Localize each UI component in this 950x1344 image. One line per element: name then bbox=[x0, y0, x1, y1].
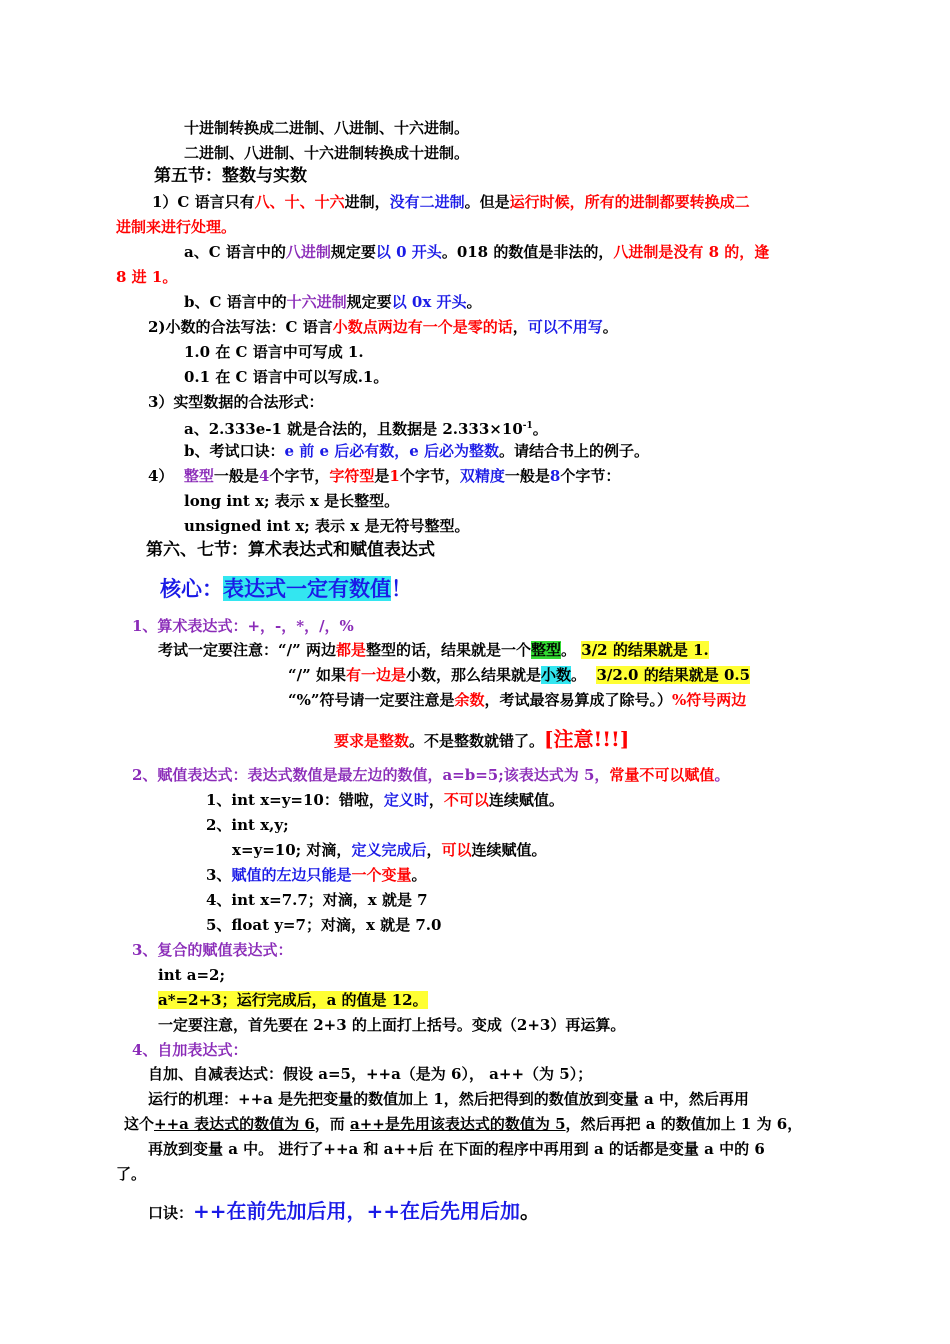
text: 这个 bbox=[124, 1115, 155, 1133]
text: a++是先用该表达式的数值为 5 bbox=[350, 1115, 566, 1133]
text: 规定要 bbox=[330, 243, 376, 261]
line-0-1: 0.1 在 C 语言中可以写成.1。 bbox=[184, 368, 389, 386]
text: [注意!!!] bbox=[544, 727, 630, 751]
text: 1 bbox=[389, 467, 400, 485]
text: ， bbox=[426, 841, 442, 859]
text: 定义时 bbox=[383, 791, 429, 809]
text: 。018 的数值是非法的， bbox=[441, 243, 614, 261]
text: 个字节， bbox=[399, 467, 460, 485]
text: 赋值的左边只能是 bbox=[231, 866, 352, 884]
text: 。 bbox=[520, 1199, 541, 1223]
text: a*=2+3；运行完成后，a 的值是 12。 bbox=[158, 991, 428, 1009]
item-arithmetic: 1、算术表达式：+，-，*，/，% bbox=[132, 617, 354, 635]
text: 口诀： bbox=[148, 1204, 194, 1222]
para-exponent bbox=[184, 416, 548, 439]
para-octal bbox=[184, 242, 769, 262]
text: 余数 bbox=[454, 691, 485, 709]
text: 以 0x 开头 bbox=[391, 293, 467, 311]
text: 一个变量 bbox=[351, 866, 412, 884]
text: 连续赋值。 bbox=[471, 841, 547, 859]
text: 小数点两边有一个是零的话 bbox=[332, 318, 513, 336]
text: 十六进制 bbox=[286, 293, 347, 311]
text: 核心： bbox=[160, 576, 223, 601]
text: ，而 bbox=[314, 1115, 350, 1133]
text: 字符型 bbox=[329, 467, 375, 485]
assign-rule-1 bbox=[206, 790, 564, 810]
core-statement bbox=[160, 574, 412, 604]
code-a-mul bbox=[158, 990, 428, 1010]
text: “%”符号请一定要注意是 bbox=[288, 691, 455, 709]
para-radix-cont: 进制来进行处理。 bbox=[116, 218, 237, 236]
text: 不可以 bbox=[443, 791, 489, 809]
text: 定义完成后 bbox=[351, 841, 427, 859]
para-decimal bbox=[148, 317, 618, 337]
line-unsigned-int: unsigned int x; 表示 x 是无符号整型。 bbox=[184, 517, 470, 535]
text: ++a 表达式的数值为 6 bbox=[154, 1115, 315, 1133]
text: 4） bbox=[148, 467, 174, 485]
text: 可以不用写 bbox=[527, 318, 603, 336]
para-parentheses: 一定要注意，首先要在 2+3 的上面打上括号。变成（2+3）再运算。 bbox=[158, 1016, 626, 1034]
text: 4 bbox=[258, 467, 270, 485]
text: 。 bbox=[561, 641, 577, 659]
text: 1）C 语言只有 bbox=[152, 193, 255, 211]
text: 运行时候，所有的进制都要转换成二 bbox=[509, 193, 750, 211]
text: 个字节： bbox=[560, 467, 621, 485]
text: 小数，那么结果就是 bbox=[405, 666, 541, 684]
text: %符号两边 bbox=[672, 691, 747, 709]
para-hex bbox=[184, 292, 482, 312]
text: 。但是 bbox=[464, 193, 510, 211]
text: 要求是整数 bbox=[334, 732, 410, 750]
text: 。 bbox=[532, 420, 548, 438]
text: 。不是整数就错了。 bbox=[409, 732, 545, 750]
text: 。 bbox=[714, 766, 730, 784]
para-exam-rhyme bbox=[184, 441, 649, 461]
para-division-decimal bbox=[288, 665, 750, 685]
text: 3/2 的结果就是 1. bbox=[581, 641, 709, 659]
text: 常量不可以赋值 bbox=[609, 766, 715, 784]
text: 8 bbox=[549, 467, 561, 485]
text: 。请结合书上的例子。 bbox=[499, 442, 650, 460]
line-decimal-to-others: 十进制转换成二进制、八进制、十六进制。 bbox=[184, 119, 470, 137]
text: 是 bbox=[374, 467, 390, 485]
text: 进制， bbox=[344, 193, 390, 211]
code-int-a: int a=2; bbox=[158, 966, 226, 984]
text: 2)小数的合法写法：C 语言 bbox=[148, 318, 333, 336]
para-sizes bbox=[148, 466, 620, 486]
text: b、考试口诀： bbox=[184, 442, 285, 460]
text: ， bbox=[428, 791, 444, 809]
text: 。 bbox=[411, 866, 427, 884]
text: 以 0 开头 bbox=[375, 243, 442, 261]
text: 小数 bbox=[541, 666, 572, 684]
assign-rule-4: 4、int x=7.7；对滴，x 就是 7 bbox=[206, 891, 428, 909]
text: 3/2.0 的结果就是 0.5 bbox=[596, 666, 751, 684]
text: 八进制是没有 8 的，逢 bbox=[613, 243, 770, 261]
text: ！ bbox=[391, 576, 412, 601]
para-octal-cont: 8 进 1。 bbox=[116, 268, 178, 286]
text: 个字节， bbox=[269, 467, 330, 485]
text: 表达式一定有数值 bbox=[223, 576, 391, 601]
text: 。 bbox=[602, 318, 618, 336]
text: 规定要 bbox=[346, 293, 392, 311]
text: ++在前先加后用，++在后先用后加 bbox=[193, 1199, 521, 1223]
text: 双精度 bbox=[459, 467, 505, 485]
text: 考试一定要注意：“/” 两边 bbox=[158, 641, 336, 659]
text: ， bbox=[512, 318, 528, 336]
section-6-7-heading: 第六、七节：算术表达式和赋值表达式 bbox=[146, 540, 435, 560]
text: 没有二进制 bbox=[389, 193, 465, 211]
item-compound-assignment: 3、复合的赋值表达式： bbox=[132, 941, 293, 959]
text: 1、int x=y=10：错啦， bbox=[206, 791, 384, 809]
text: 可以 bbox=[441, 841, 472, 859]
text: 八进制 bbox=[285, 243, 331, 261]
assign-rule-3 bbox=[206, 865, 426, 885]
text: 连续赋值。 bbox=[488, 791, 564, 809]
para-increment-mechanism: 运行的机理：++a 是先把变量的数值加上 1，然后把得到的数值放到变量 a 中，然后再用 bbox=[148, 1090, 749, 1108]
text: ，考试最容易算成了除号。） bbox=[484, 691, 673, 709]
text: e 前 e 后必有数，e 后必为整数 bbox=[284, 442, 500, 460]
item-increment: 4、自加表达式： bbox=[132, 1041, 248, 1059]
para-modulo-cont bbox=[334, 726, 629, 754]
para-real-forms: 3）实型数据的合法形式： bbox=[148, 393, 324, 411]
assign-rule-2: 2、int x,y; bbox=[206, 816, 289, 834]
text: b、C 语言中的 bbox=[184, 293, 287, 311]
text: “/” 如果 bbox=[288, 666, 346, 684]
line-others-to-decimal: 二进制、八进制、十六进制转换成十进制。 bbox=[184, 144, 470, 162]
text: 整型 bbox=[183, 467, 214, 485]
line-1-0: 1.0 在 C 语言中可写成 1. bbox=[184, 343, 364, 361]
para-radix bbox=[152, 192, 750, 212]
text: 八、十、十六 bbox=[254, 193, 345, 211]
text: a、C 语言中的 bbox=[184, 243, 286, 261]
para-increment-mechanism-4: 了。 bbox=[116, 1165, 147, 1183]
para-division bbox=[158, 640, 709, 660]
text: a、2.333e-1 就是合法的，且数据是 2.333×10 bbox=[184, 420, 523, 438]
text: 。 bbox=[571, 666, 587, 684]
text: -1 bbox=[522, 421, 533, 431]
text: 3、 bbox=[206, 866, 232, 884]
increment-rhyme bbox=[148, 1198, 540, 1226]
text: ，然后再把 a 的数值加上 1 为 6， bbox=[565, 1115, 803, 1133]
text: 整型 bbox=[531, 641, 562, 659]
item-assignment bbox=[132, 765, 729, 785]
para-increment-intro: 自加、自减表达式：假设 a=5，++a（是为 6）， a++（为 5）； bbox=[148, 1065, 593, 1083]
section-5-heading: 第五节：整数与实数 bbox=[154, 166, 307, 186]
line-long-int: long int x; 表示 x 是长整型。 bbox=[184, 492, 400, 510]
text: 有一边是 bbox=[345, 666, 406, 684]
text: x=y=10; 对滴， bbox=[232, 841, 352, 859]
text: 整型的话，结果就是一个 bbox=[365, 641, 531, 659]
text: 2、赋值表达式：表达式数值是最左边的数值，a=b=5;该表达式为 5， bbox=[132, 766, 610, 784]
assign-rule-5: 5、float y=7；对滴，x 就是 7.0 bbox=[206, 916, 442, 934]
text: 一般是 bbox=[504, 467, 550, 485]
text: 。 bbox=[466, 293, 482, 311]
text: 都是 bbox=[335, 641, 366, 659]
para-modulo bbox=[288, 690, 746, 710]
para-increment-mechanism-2 bbox=[124, 1114, 802, 1134]
assign-rule-2-cont bbox=[232, 840, 547, 860]
para-increment-mechanism-3: 再放到变量 a 中。 进行了++a 和 a++后 在下面的程序中再用到 a 的话都是变量 a 中的 6 bbox=[148, 1140, 765, 1158]
text: 一般是 bbox=[213, 467, 259, 485]
